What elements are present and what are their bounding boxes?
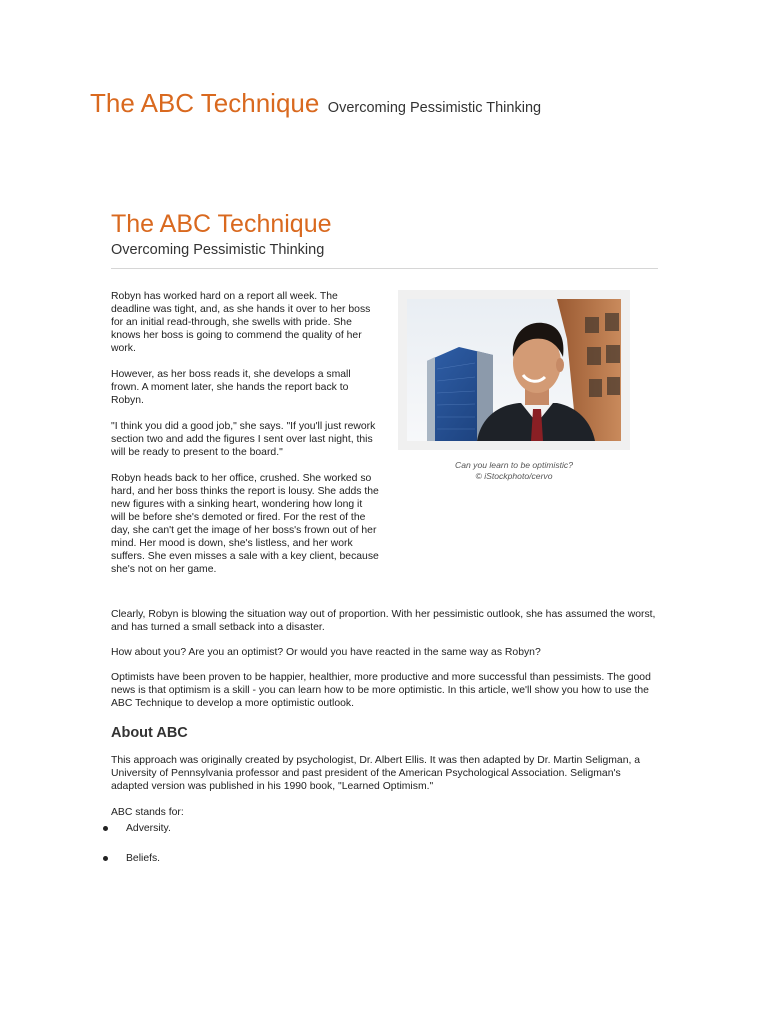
article-subtitle: Overcoming Pessimistic Thinking [111,242,325,258]
image-caption [398,460,630,482]
list-item-text: Adversity. [126,823,171,834]
businessman-photo [407,299,621,441]
paragraph: "I think you did a good job," she says. "If you'll just rework section two and add the figures I sent over last night, this will be ready to present to the board." [111,421,376,458]
abc-list [103,822,171,882]
bullet-icon [103,826,108,831]
article-title: The ABC Technique [111,210,332,238]
bullet-icon [103,856,108,861]
caption-text: Can you learn to be optimistic? [455,460,573,470]
header-title: The ABC Technique [90,88,320,118]
paragraph: Optimists have been proven to be happier, healthier, more productive and more successful than pessimists. The good news is that optimism is a skill - you can learn how to be more optimistic. In this article, we'll show you how to use the ABC Technique to develop a more optimistic outlook. [111,672,651,709]
list-item [103,852,171,882]
list-item-text: Beliefs. [126,853,161,864]
list-item [103,822,171,852]
document-header [90,88,541,119]
header-subtitle: Overcoming Pessimistic Thinking [327,100,542,116]
photo-frame [398,290,630,450]
body-text [111,608,661,722]
paragraph: How about you? Are you an optimist? Or would you have reacted in the same way as Robyn? [111,647,541,658]
paragraph: ABC stands for: [111,807,184,818]
paragraph: This approach was originally created by psychologist, Dr. Albert Ellis. It was then adapted by Dr. Martin Seligman, a University of Pennsylvania professor and past president of the American Psychological Association. Seligman's adapted version was published in his 1990 book, "Learned Optimism." [111,755,641,792]
divider [111,268,658,269]
paragraph: Robyn has worked hard on a report all week. The deadline was tight, and, as she hands it over to her boss for an initial read-through, she swells with pride. She knows her boss is going to commend the quality of her work. [111,291,371,354]
intro-column [111,290,379,589]
paragraph: Robyn heads back to her office, crushed. She worked so hard, and her boss thinks the report is lousy. She adds the new figures with a sinking heart, wondering how long it will be before she's demoted or fired. For the rest of the day, she can't get the image of her boss's frown out of her mind. Her mood is down, she's listless, and her work suffers. She even misses a sale with a key client, because she's not on her game. [111,473,379,575]
paragraph: Clearly, Robyn is blowing the situation way out of proportion. With her pessimistic outlook, she has assumed the worst, and has turned a small setback into a disaster. [111,609,656,633]
section-heading-about-abc: About ABC [111,725,188,741]
paragraph: However, as her boss reads it, she develops a small frown. A moment later, she hands the report back to Robyn. [111,369,351,406]
image-credit: © iStockphoto/cervo [475,471,553,481]
about-section [111,754,661,832]
